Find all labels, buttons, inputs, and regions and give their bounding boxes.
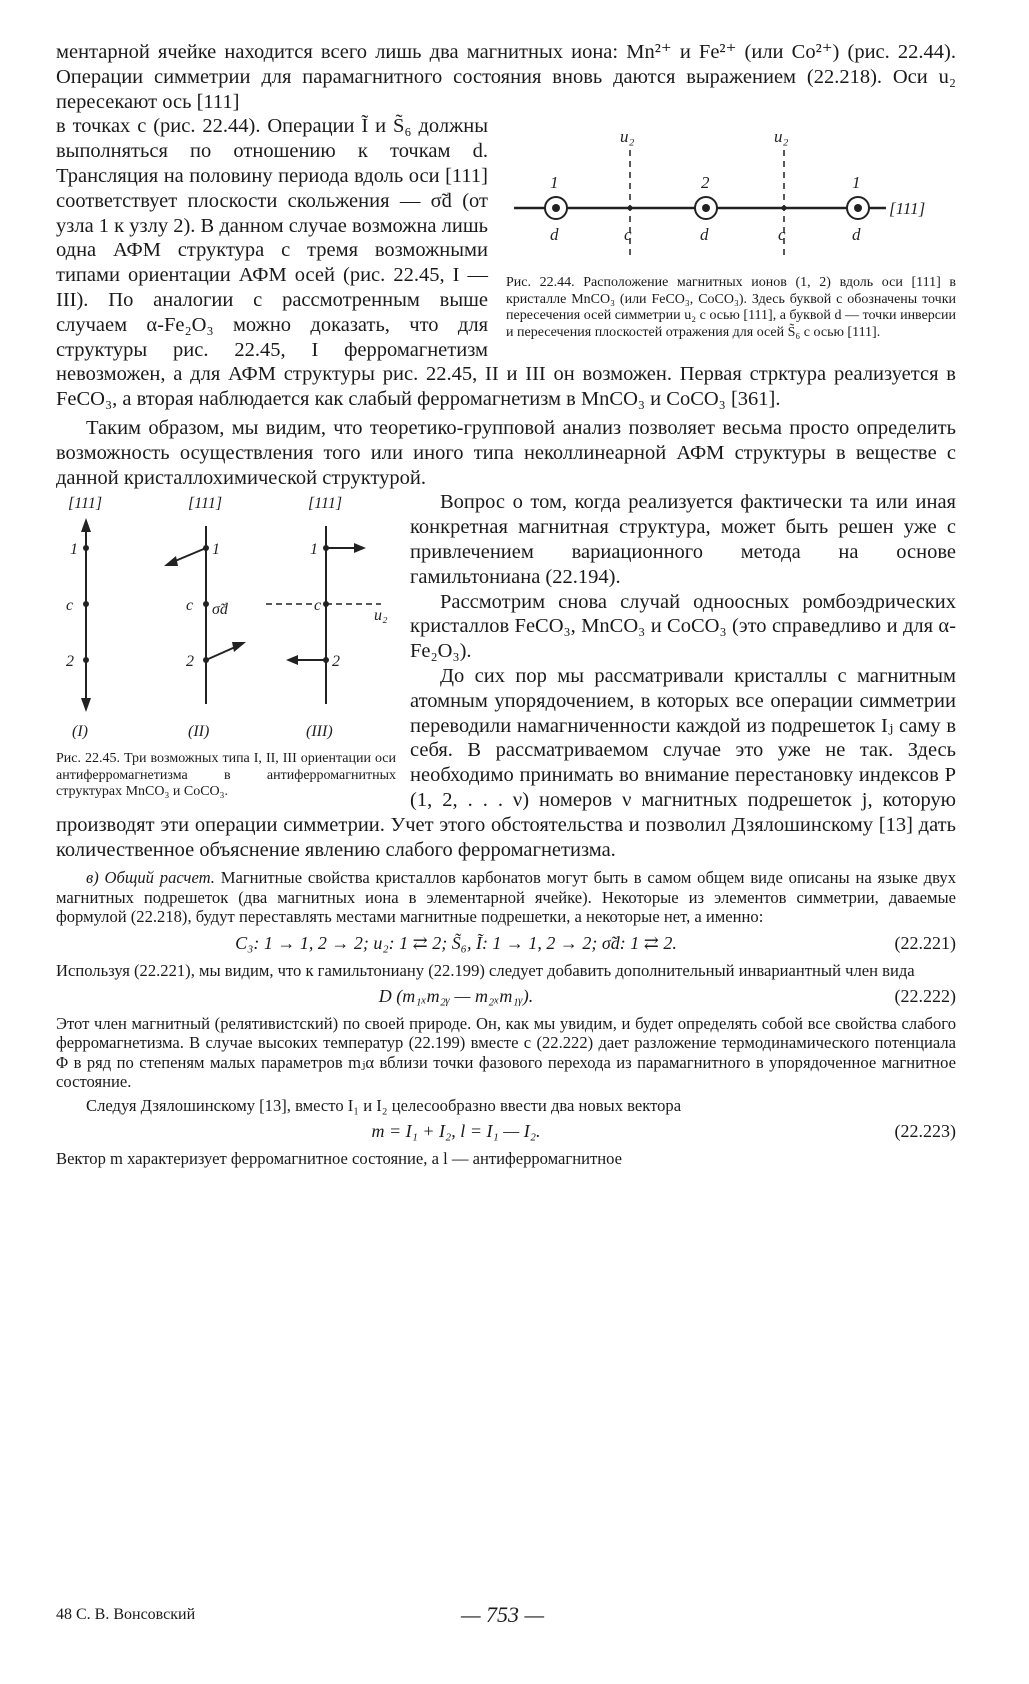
fig45-nc-c: c	[314, 597, 322, 615]
fig45-label-3: (III)	[306, 723, 333, 741]
equation-22-221	[56, 927, 956, 961]
section-heading: в) Общий расчет.	[86, 868, 215, 888]
fig44-d-a: d	[550, 225, 559, 245]
fig45-n1-a: 1	[70, 541, 78, 559]
figure-22-45	[56, 492, 396, 801]
equation-number: (22.221)	[894, 932, 956, 953]
paragraph-5: До сих пор мы рассматривали кристаллы с магнитным атомным упорядочением, в которых все операции симметрии переводили намагниченности каждой из подрешеток Iⱼ саму в себя. В рассматриваемом случае это уже не так. Здесь необходимо принимать во внимание перестановку индексов P (1, 2, . . . ν) номеров ν магнитных подрешеток j, которую производят эти операции симметрии. Учет этого обстоятельства и позволил Дзялошинскому [13] дать количественное объяснение явлению слабого ферромагнетизма.	[56, 664, 956, 861]
fig45-u2: u₂	[374, 607, 388, 625]
figure-22-45-caption: Рис. 22.45. Три возможных типа I, II, III ориентации оси антиферромагнетизма в антиферромагнитных структурах MnCO₃ и CoCO₃.	[56, 751, 396, 800]
fig44-d-b: d	[700, 225, 709, 245]
fig44-axis-label: [111]	[889, 199, 926, 219]
paragraph-s5: Вектор m характеризует ферромагнитное состояние, а l — антиферромагнитное	[56, 1148, 622, 1168]
equation-number: (22.223)	[894, 1120, 956, 1141]
fig45-label-1: (I)	[72, 723, 88, 741]
page-footer	[56, 1602, 956, 1627]
footer-signature: 48 С. В. Вонсовский	[56, 1606, 196, 1623]
fig44-node-1b: 1	[852, 173, 861, 193]
equation-number: (22.222)	[894, 985, 956, 1006]
fig45-n2-c: 2	[332, 653, 340, 671]
fig44-node-1a: 1	[550, 173, 559, 193]
paragraph-s2: Используя (22.221), мы видим, что к гамильтониану (22.199) следует добавить дополнительный инвариантный член вида	[56, 960, 915, 980]
equation-body: C₃: 1 → 1, 2 → 2; u₂: 1 ⇄ 2; S̃₆, Ĩ: 1 → 1, 2 → 2; σ̃d: 1 ⇄ 2.	[235, 932, 677, 953]
page-body	[56, 40, 956, 1168]
section-general-calc	[56, 868, 956, 926]
equation-body: m = I₁ + I₂, l = I₁ — I₂.	[371, 1120, 541, 1141]
paragraph-4: Рассмотрим снова случай одноосных ромбоэдрических кристаллов FeCO₃, MnCO₃ и CoCO₃ (это справедливо и для α-Fe₂O₃).	[410, 590, 956, 663]
fig45-label-2: (II)	[188, 723, 210, 741]
paragraph-s3: Этот член магнитный (релятивистский) по своей природе. Он, как мы увидим, и будет определять собой все свойства слабого ферромагнетизма. В случае высоких температур (22.199) вместе с (22.222) дает разложение термодинамического потенциала Φ в ряд по степеням малых параметров mⱼα вблизи точки фазового перехода из парамагнитного в упорядоченное магнитное состояние.	[56, 1013, 956, 1092]
fig45-axis-c: [111]	[308, 495, 343, 513]
paragraph-2: Таким образом, мы видим, что теоретико-групповой анализ позволяет весьма просто определить возможность осуществления того или иного типа неколлинеарной АФМ структуры в веществе с данной кристаллохимической структурой.	[56, 416, 956, 489]
fig44-u2-label-b: u₂	[774, 127, 789, 147]
fig45-n1-b: 1	[212, 541, 220, 559]
fig45-n2-a: 2	[66, 653, 74, 671]
figure-22-45-diagram	[56, 492, 396, 742]
figure-22-44-caption: Рис. 22.44. Расположение магнитных ионов (1, 2) вдоль оси [111] в кристалле MnCO₃ (или FeCO₃, CoCO₃). Здесь буквой c обозначены точки пересечения осей симметрии u₂ с осью [111], а буквой d — точки инверсии и пересечения плоскостей отражения для осей S̃₆ с осью [111].	[506, 275, 956, 340]
fig45-nc-b: c	[186, 597, 194, 615]
fig45-n2-b: 2	[186, 653, 194, 671]
paragraph-1a: ментарной ячейке находится всего лишь два магнитных иона: Mn²⁺ и Fe²⁺ (или Co²⁺) (рис. 22.44). Операции симметрии для парамагнитного состояния вновь даются выражением (22.218). Оси u₂ пересекают ось [111]	[56, 41, 956, 113]
equation-22-223	[56, 1115, 956, 1149]
fig45-sigma: σ̃d	[212, 601, 228, 619]
figure-22-44-diagram	[506, 120, 956, 270]
paragraph-3: Вопрос о том, когда реализуется фактически та или иная конкретная магнитная структура, может быть решен уже с привлечением вариационного метода на основе гамильтониана (22.194).	[410, 491, 956, 588]
fig44-d-c: d	[852, 225, 861, 245]
paragraph-s4: Следуя Дзялошинскому [13], вместо I₁ и I₂ целесообразно ввести два новых вектора	[86, 1095, 682, 1115]
paragraph-1b: в точках c (рис. 22.44). Операции Ĩ и S̃₆ должны выполняться по отношению к точкам d. Трансляция на половину периода вдоль оси [111] соответствует плоскости скольжения — σ̃d (от узла 1 к узлу 2). В данном случае возможна лишь одна АФМ структура с тремя возможными типами ориентации АФМ осей (рис. 22.45, I — III). По аналогии с рассмотренным выше случаем α-Fe₂O₃ можно доказать, что для структуры рис. 22.45, I ферромагнетизм невозможен, а для АФМ структуры рис. 22.45, II и III он возможен. Первая стрктура реализуется в FeCO₃, а вторая наблюдается как слабый ферромагнетизм в MnCO₃ и CoCO₃ [361].	[56, 115, 956, 411]
fig44-c-b: c	[778, 225, 786, 245]
page-number: — 753 —	[461, 1602, 545, 1627]
fig45-axis-b: [111]	[188, 495, 223, 513]
section-text: Магнитные свойства кристаллов карбонатов могут быть в самом общем виде описаны на языке двух магнитных подрешеток (два магнитных иона в элементарной ячейке). Некоторые из элементов симметрии, даваемые формулой (22.218), будут переставлять местами магнитные подрешетки, а некоторые нет, а именно:	[56, 868, 956, 927]
figure-22-44	[506, 120, 956, 341]
fig45-nc-a: c	[66, 597, 74, 615]
equation-body: D (m₁ₓm₂ᵧ — m₂ₓm₁ᵧ).	[378, 985, 534, 1006]
fig44-u2-label-a: u₂	[620, 127, 635, 147]
fig45-axis-a: [111]	[68, 495, 103, 513]
fig44-node-2: 2	[701, 173, 710, 193]
fig44-c-a: c	[624, 225, 632, 245]
fig45-n1-c: 1	[310, 541, 318, 559]
equation-22-222	[56, 980, 956, 1014]
